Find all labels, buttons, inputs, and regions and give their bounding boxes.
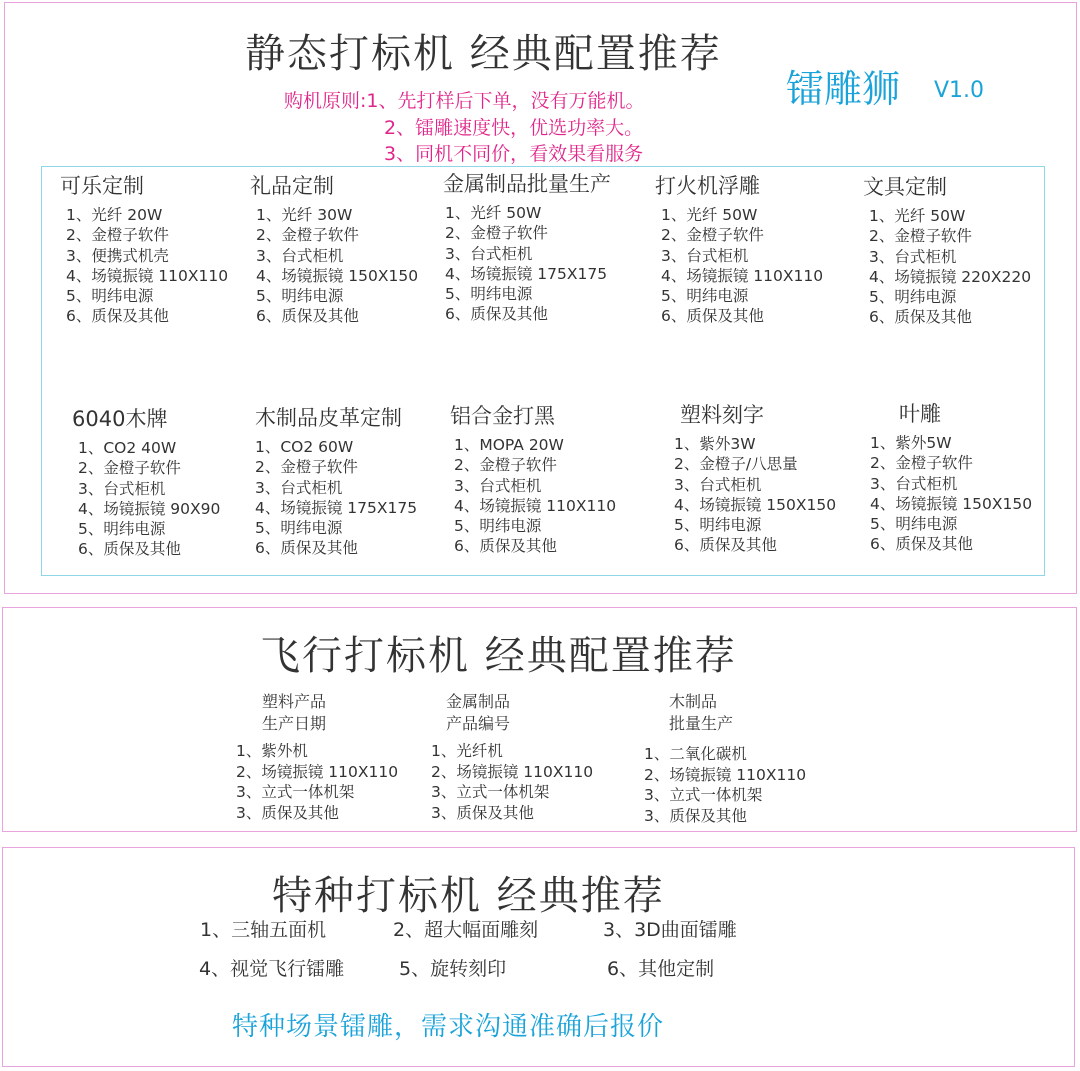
special-item: 5、旋转刻印 — [399, 958, 507, 980]
card-item: 6、质保及其他 — [445, 305, 548, 324]
card-item: 6、质保及其他 — [869, 308, 972, 327]
config-card — [870, 399, 1033, 555]
column-heading: 木制品 — [669, 692, 718, 711]
config-card — [60, 171, 228, 327]
card-item: 6、质保及其他 — [674, 536, 777, 555]
column-item: 3、质保及其他 — [236, 803, 339, 822]
card-item: 3、台式柜机 — [870, 474, 958, 493]
card-title: 文具定制 — [863, 175, 947, 199]
card-title: 打火机浮雕 — [655, 174, 760, 198]
card-item: 3、台式柜机 — [661, 246, 749, 265]
special-item: 2、超大幅面雕刻 — [393, 919, 539, 941]
card-title: 可乐定制 — [60, 174, 144, 198]
special-section-title: 特种打标机 经典推荐 — [272, 873, 665, 919]
column-heading: 金属制品 — [446, 692, 511, 711]
card-title: 叶雕 — [899, 402, 941, 426]
flying-config-column — [644, 691, 806, 826]
card-item: 6、质保及其他 — [256, 307, 359, 326]
card-item: 1、MOPA 20W — [454, 436, 564, 454]
card-item: 4、场镜振镜 220X220 — [869, 267, 1032, 286]
config-card — [250, 171, 418, 327]
card-item: 3、台式柜机 — [454, 476, 542, 495]
config-card — [674, 400, 837, 556]
column-item: 3、立式一体机架 — [236, 783, 355, 801]
card-item: 2、金橙子软件 — [78, 459, 181, 478]
version-label: V1.0 — [934, 78, 985, 103]
static-section-title: 静态打标机 经典配置推荐 — [245, 31, 722, 77]
column-item: 3、质保及其他 — [431, 803, 534, 822]
config-card — [655, 171, 823, 327]
card-item: 5、明纬电源 — [255, 519, 343, 538]
config-card — [255, 403, 417, 559]
card-item: 1、光纤 30W — [256, 206, 353, 224]
card-item: 5、明纬电源 — [78, 520, 166, 539]
config-card — [72, 404, 220, 560]
special-item: 3、3D曲面镭雕 — [603, 919, 737, 941]
card-title: 塑料刻字 — [680, 403, 764, 427]
column-heading: 产品编号 — [446, 714, 511, 733]
column-heading: 生产日期 — [262, 714, 327, 733]
special-quote-note: 特种场景镭雕，需求沟通准确后报价 — [232, 1012, 665, 1042]
column-item: 3、立式一体机架 — [644, 786, 763, 804]
column-item: 1、紫外机 — [236, 742, 308, 760]
card-item: 5、明纬电源 — [870, 515, 958, 534]
card-item: 6、质保及其他 — [78, 540, 181, 559]
purchase-principle-3: 3、同机不同价，看效果看服务 — [384, 143, 644, 165]
card-item: 4、场镜振镜 175X175 — [255, 498, 418, 517]
card-item: 3、便携式机壳 — [66, 246, 169, 265]
card-item: 3、台式柜机 — [445, 244, 533, 263]
card-title: 6040木牌 — [72, 407, 168, 431]
card-item: 3、台式柜机 — [869, 247, 957, 266]
column-item: 1、二氧化碳机 — [644, 745, 747, 763]
card-item: 1、CO2 60W — [255, 438, 354, 456]
card-item: 4、场镜振镜 150X150 — [674, 495, 837, 514]
column-item: 2、场镜振镜 110X110 — [431, 762, 594, 781]
card-item: 2、金橙子软件 — [66, 226, 169, 245]
card-item: 4、场镜振镜 150X150 — [256, 266, 419, 285]
card-item: 5、明纬电源 — [674, 516, 762, 535]
card-title: 金属制品批量生产 — [443, 172, 611, 196]
config-card — [863, 172, 1031, 328]
card-item: 2、金橙子软件 — [255, 458, 358, 477]
card-item: 4、场镜振镜 90X90 — [78, 499, 221, 518]
card-item: 1、光纤 50W — [869, 207, 966, 225]
card-item: 4、场镜振镜 150X150 — [870, 494, 1033, 513]
special-item: 6、其他定制 — [607, 958, 715, 980]
card-item: 6、质保及其他 — [870, 535, 973, 554]
flying-config-column — [236, 691, 398, 823]
purchase-principle-1: 购机原则:1、先打样后下单，没有万能机。 — [284, 90, 645, 112]
card-item: 2、金橙子/八思量 — [674, 455, 798, 474]
card-title: 礼品定制 — [250, 174, 334, 198]
card-title: 铝合金打黑 — [450, 404, 555, 428]
column-item: 3、质保及其他 — [644, 806, 747, 825]
card-item: 5、明纬电源 — [661, 287, 749, 306]
config-card — [443, 169, 611, 325]
card-item: 3、台式柜机 — [255, 478, 343, 497]
card-item: 5、明纬电源 — [256, 287, 344, 306]
column-item: 3、立式一体机架 — [431, 783, 550, 801]
brand-name: 镭雕狮 — [786, 67, 901, 111]
card-item: 4、场镜振镜 110X110 — [661, 266, 824, 285]
card-item: 5、明纬电源 — [66, 287, 154, 306]
card-item: 5、明纬电源 — [869, 288, 957, 307]
card-item: 2、金橙子软件 — [445, 224, 548, 243]
card-item: 6、质保及其他 — [255, 539, 358, 558]
card-item: 2、金橙子软件 — [454, 456, 557, 475]
card-item: 5、明纬电源 — [445, 285, 533, 304]
card-item: 1、光纤 50W — [445, 204, 542, 222]
card-item: 3、台式柜机 — [256, 246, 344, 265]
flying-section-title: 飞行打标机 经典配置推荐 — [260, 633, 737, 679]
card-title: 木制品皮革定制 — [255, 406, 402, 430]
card-item: 1、CO2 40W — [78, 439, 177, 457]
column-item: 2、场镜振镜 110X110 — [644, 765, 807, 784]
card-item: 2、金橙子软件 — [869, 227, 972, 246]
special-item: 4、视觉飞行镭雕 — [199, 958, 345, 980]
card-item: 1、光纤 20W — [66, 206, 163, 224]
card-item: 1、光纤 50W — [661, 206, 758, 224]
purchase-principle-2: 2、镭雕速度快，优选功率大。 — [384, 117, 644, 139]
config-card — [450, 401, 616, 557]
card-item: 1、紫外3W — [674, 435, 756, 453]
column-item: 2、场镜振镜 110X110 — [236, 762, 399, 781]
card-item: 3、台式柜机 — [78, 479, 166, 498]
card-item: 2、金橙子软件 — [256, 226, 359, 245]
card-item: 4、场镜振镜 110X110 — [454, 496, 617, 515]
card-item: 6、质保及其他 — [66, 307, 169, 326]
card-item: 6、质保及其他 — [661, 307, 764, 326]
card-item: 3、台式柜机 — [674, 475, 762, 494]
card-item: 5、明纬电源 — [454, 517, 542, 536]
column-heading: 塑料产品 — [262, 692, 327, 711]
card-item: 1、紫外5W — [870, 434, 952, 452]
column-item: 1、光纤机 — [431, 742, 503, 760]
card-item: 2、金橙子软件 — [661, 226, 764, 245]
card-item: 6、质保及其他 — [454, 537, 557, 556]
flying-config-column — [431, 691, 593, 823]
card-item: 4、场镜振镜 110X110 — [66, 266, 229, 285]
card-item: 4、场镜振镜 175X175 — [445, 264, 608, 283]
column-heading: 批量生产 — [669, 714, 734, 733]
card-item: 2、金橙子软件 — [870, 454, 973, 473]
special-item: 1、三轴五面机 — [200, 919, 327, 941]
